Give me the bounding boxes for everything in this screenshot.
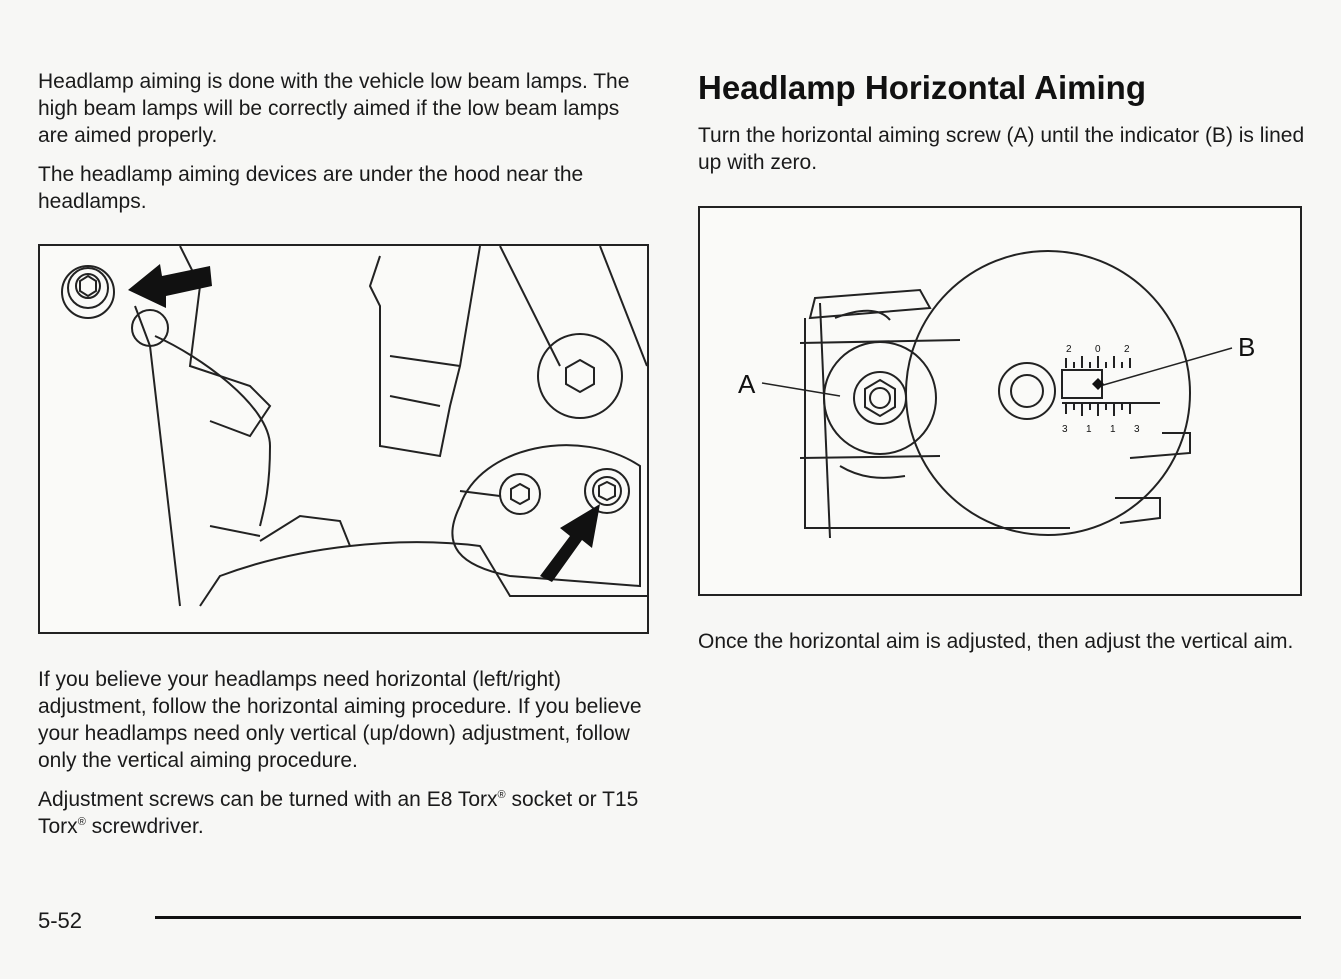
scale-top-tick-label: 0 bbox=[1095, 344, 1101, 355]
footer-rule bbox=[155, 916, 1301, 919]
section-heading: Headlamp Horizontal Aiming bbox=[698, 69, 1146, 106]
vertical-aim-paragraph: Once the horizontal aim is adjusted, then adjust the vertical aim. bbox=[698, 630, 1294, 653]
right-column bbox=[698, 66, 1308, 188]
adjustment-guidance-paragraph: If you believe your headlamps need horizontal (left/right) adjustment, follow the horizontal aiming procedure. If you believe your headlamps need only vertical (up/down) adjustment, follow only the vertical aiming procedure. bbox=[38, 668, 642, 772]
headlamp-aiming-devices-illustration bbox=[38, 244, 649, 634]
aiming-device-drawing bbox=[700, 208, 1300, 594]
torx-tools-paragraph bbox=[38, 786, 650, 840]
registered-mark: ® bbox=[497, 789, 506, 801]
scale-bottom-tick-label: 3 bbox=[1062, 424, 1068, 435]
arrow-icon bbox=[540, 504, 600, 582]
label-a: A bbox=[738, 369, 756, 399]
registered-mark: ® bbox=[77, 816, 86, 828]
intro-paragraph-1: Headlamp aiming is done with the vehicle low beam lamps. The high beam lamps will be correctly aimed if the low beam lamps are aimed properly. bbox=[38, 70, 630, 147]
page-number: 5-52 bbox=[38, 908, 83, 933]
scale-bottom-tick-label: 3 bbox=[1134, 424, 1140, 435]
engine-bay-drawing bbox=[40, 246, 647, 632]
left-intro bbox=[38, 68, 650, 227]
scale-bottom-tick-label: 1 bbox=[1086, 424, 1092, 435]
arrow-icon bbox=[128, 264, 212, 308]
torx-text-2: socket or T15 Torx bbox=[38, 788, 639, 838]
right-lower-text bbox=[698, 628, 1308, 667]
scale-bottom-tick-label: 1 bbox=[1110, 424, 1116, 435]
scale-top-tick-label: 2 bbox=[1124, 344, 1130, 355]
left-lower-text bbox=[38, 666, 650, 852]
intro-paragraph-2: The headlamp aiming devices are under the hood near the headlamps. bbox=[38, 163, 584, 213]
torx-text-1: Adjustment screws can be turned with an E8 Torx bbox=[38, 788, 498, 811]
torx-text-3: screwdriver. bbox=[85, 815, 204, 838]
label-b: B bbox=[1238, 332, 1256, 362]
scale-top-tick-label: 2 bbox=[1066, 344, 1072, 355]
horizontal-aiming-illustration bbox=[698, 206, 1302, 596]
instruction-paragraph: Turn the horizontal aiming screw (A) until the indicator (B) is lined up with zero. bbox=[698, 124, 1305, 174]
